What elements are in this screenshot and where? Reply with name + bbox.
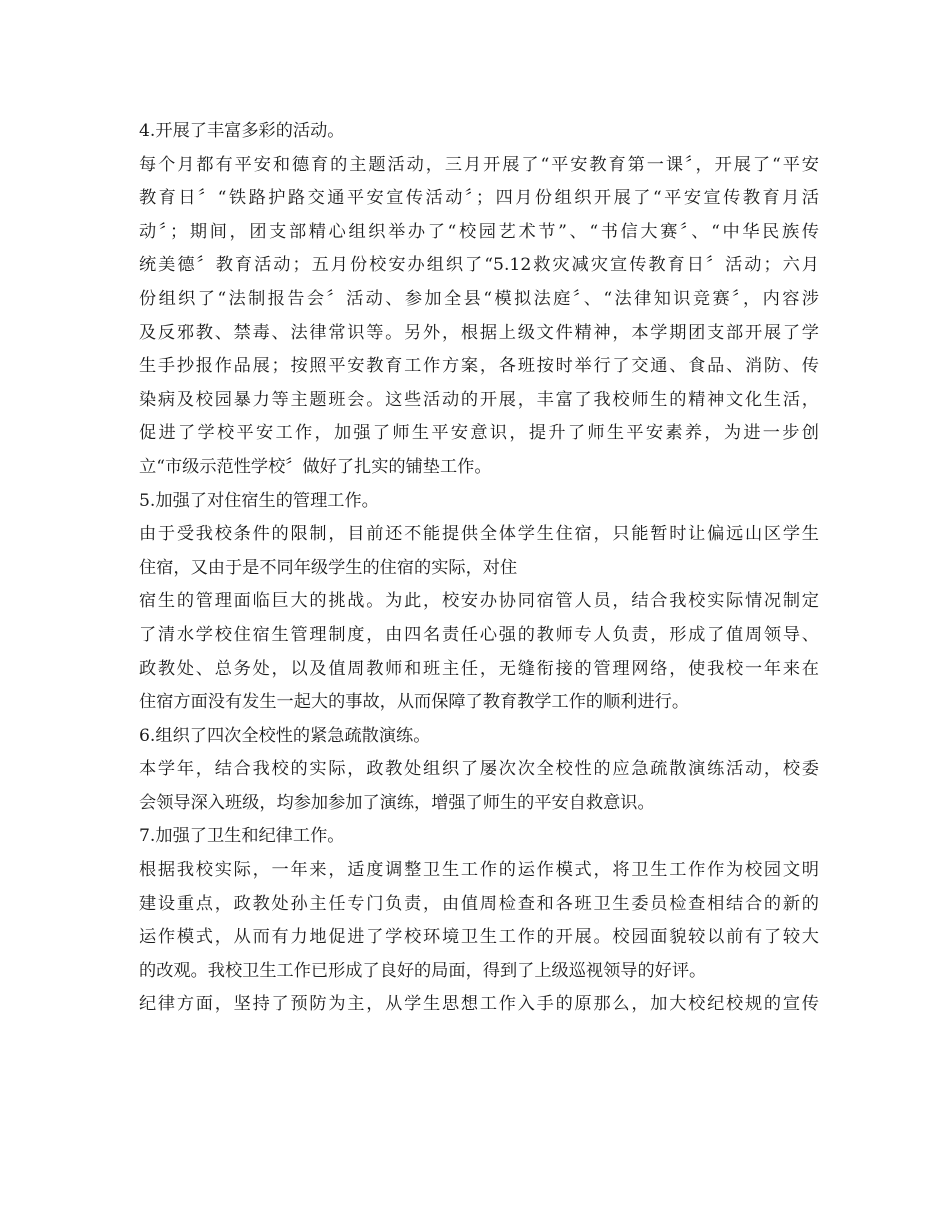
text-line: 及反邪教、禁毒、法律常识等。另外，根据上级文件精神，本学期团支部开展了学 (139, 322, 819, 343)
text-line: 6.组织了四次全校性的紧急疏散演练。 (139, 725, 431, 746)
text-line: 促进了学校平安工作，加强了师生平安意识，提升了师生平安素养，为进一步创 (139, 423, 819, 444)
document-body (139, 115, 819, 1022)
text-line: 会领导深入班级，均参加参加了演练，增强了师生的平安自救意识。 (139, 792, 655, 813)
text-line: 住宿方面没有发生一起大的事故，从而保障了教育教学工作的顺利进行。 (139, 692, 690, 713)
text-line: 政教处、总务处，以及值周教师和班主任，无缝衔接的管理网络，使我校一年来在 (139, 658, 819, 679)
text-line: 5.加强了对住宿生的管理工作。 (139, 490, 379, 511)
text-line: 由于受我校条件的限制，目前还不能提供全体学生住宿，只能暂时让偏远山区学生 (139, 524, 819, 545)
text-line: 教育日〞“铁路护路交通平安宣传活动〞；四月份组织开展了“平安宣传教育月活 (139, 188, 819, 209)
text-line: 建设重点，政教处孙主任专门负责，由值周检查和各班卫生委员检查相结合的新的 (139, 893, 819, 914)
text-line: 根据我校实际，一年来，适度调整卫生工作的运作模式，将卫生工作作为校园文明 (139, 860, 819, 881)
text-line: 染病及校园暴力等主题班会。这些活动的开展，丰富了我校师生的精神文化生活， (139, 389, 819, 410)
text-line: 统美德〞教育活动；五月份校安办组织了“5.12救灾减灾宣传教育日〞活动；六月 (139, 255, 819, 276)
text-line: 立“市级示范性学校〞做好了扎实的铺垫工作。 (139, 456, 492, 477)
text-line: 每个月都有平安和德育的主题活动，三月开展了“平安教育第一课〞，开展了“平安 (139, 154, 819, 175)
text-line: 宿生的管理面临巨大的挑战。为此，校安办协同宿管人员，结合我校实际情况制定 (139, 591, 819, 612)
text-line: 了清水学校住宿生管理制度，由四名责任心强的教师专人负责，形成了值周领导、 (139, 624, 819, 645)
text-line: 本学年，结合我校的实际，政教处组织了屡次次全校性的应急疏散演练活动，校委 (139, 759, 819, 780)
text-line: 动〞；期间，团支部精心组织举办了“校园艺术节”、“书信大赛〞、“中华民族传 (139, 221, 819, 242)
text-line: 份组织了“法制报告会〞活动、参加全县“模拟法庭〞、“法律知识竞赛〞，内容涉 (139, 288, 819, 309)
text-line: 运作模式，从而有力地促进了学校环境卫生工作的开展。校园面貌较以前有了较大 (139, 927, 819, 948)
text-line: 7.加强了卫生和纪律工作。 (139, 826, 345, 847)
text-line: 纪律方面，坚持了预防为主，从学生思想工作入手的原那么，加大校纪校规的宣传 (139, 994, 819, 1015)
text-line: 生手抄报作品展；按照平安教育工作方案，各班按时举行了交通、食品、消防、传 (139, 356, 819, 377)
text-line: 4.开展了丰富多彩的活动。 (139, 121, 345, 141)
text-line: 的改观。我校卫生工作已形成了良好的局面，得到了上级巡视领导的好评。 (139, 960, 707, 981)
text-line: 住宿，又由于是不同年级学生的住宿的实际，对住 (139, 557, 518, 578)
